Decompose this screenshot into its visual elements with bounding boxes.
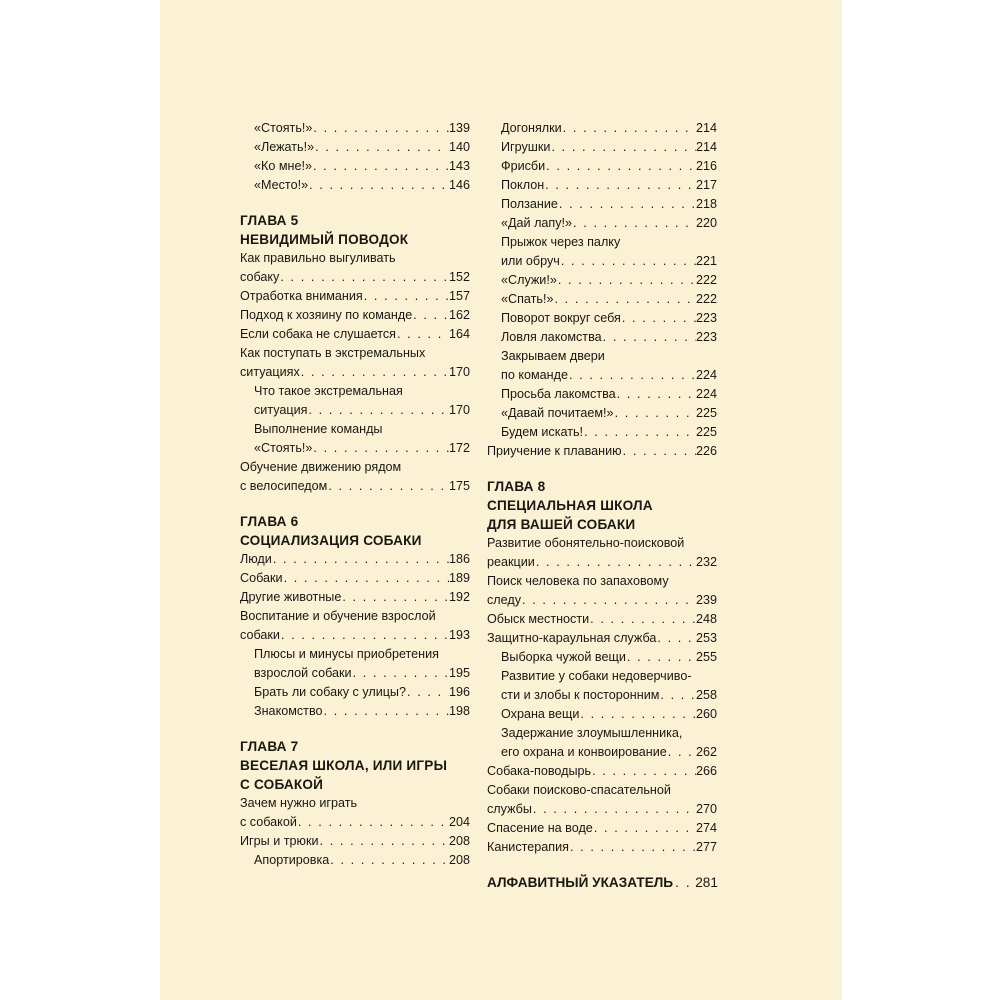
dot-leader [396, 325, 449, 344]
toc-entry: Поворот вокруг себя . . . 223 [487, 309, 717, 328]
toc-entry: Фрисби . . . 216 [487, 157, 717, 176]
toc-entry: ситуациях . . . 170 [240, 363, 470, 382]
chapter-label: ГЛАВА 8 [487, 479, 546, 494]
toc-entry: Игрушки . . . 214 [487, 138, 717, 157]
toc-left-column [240, 119, 470, 870]
dot-leader [553, 290, 696, 309]
dot-leader [308, 176, 449, 195]
toc-entry: или обруч . . . 221 [487, 252, 717, 271]
dot-leader [319, 832, 449, 851]
dot-leader [621, 309, 696, 328]
toc-entry: Собаки поисково-спасательной [487, 783, 671, 797]
page-number: 224 [695, 368, 717, 382]
toc-entry: Задержание злоумышленника, [501, 726, 683, 740]
dot-leader [659, 686, 696, 705]
page-number: 143 [448, 159, 470, 173]
toc-entry: Догонялки . . . 214 [487, 119, 717, 138]
page-number: 196 [448, 685, 470, 699]
page-number: 204 [448, 815, 470, 829]
page-number: 216 [695, 159, 717, 173]
toc-entry: Воспитание и обучение взрослой [240, 609, 436, 623]
dot-leader [667, 743, 696, 762]
toc-entry: Будем искать! . . . 225 [487, 423, 717, 442]
toc-entry: с велосипедом . . . 175 [240, 477, 470, 496]
toc-entry: «Служи!» . . . 222 [487, 271, 717, 290]
dot-leader: . . [675, 875, 692, 890]
chapter-title: СОЦИАЛИЗАЦИЯ СОБАКИ [240, 533, 422, 548]
dot-leader [656, 629, 696, 648]
dot-leader [616, 385, 696, 404]
dot-leader [557, 271, 696, 290]
toc-entry: Поиск человека по запаховому [487, 574, 669, 588]
dot-leader [341, 588, 449, 607]
toc-entry: Обыск местности . . . 248 [487, 610, 717, 629]
page-number: 225 [695, 425, 717, 439]
toc-right-column [487, 119, 717, 892]
toc-entry: «Место!» . . . 146 [240, 176, 470, 195]
dot-leader [327, 477, 449, 496]
toc-entry: Закрываем двери [501, 349, 605, 363]
page-number: 222 [695, 273, 717, 287]
dot-leader [312, 157, 449, 176]
page-number: 192 [448, 590, 470, 604]
index-title: АЛФАВИТНЫЙ УКАЗАТЕЛЬ [487, 875, 674, 890]
toc-entry: собаки . . . 193 [240, 626, 470, 645]
toc-entry: собаку . . . 152 [240, 268, 470, 287]
page-number: 175 [448, 479, 470, 493]
page-number: 164 [448, 327, 470, 341]
toc-entry: Поклон . . . 217 [487, 176, 717, 195]
dot-leader [591, 762, 696, 781]
page-number: 223 [695, 311, 717, 325]
toc-entry: Плюсы и минусы приобретения [254, 647, 439, 661]
page-number: 198 [448, 704, 470, 718]
toc-entry: Защитно-караульная служба . . . 253 [487, 629, 717, 648]
dot-leader [300, 363, 449, 382]
chapter-title: ВЕСЕЛАЯ ШКОЛА, ИЛИ ИГРЫ [240, 758, 448, 773]
chapter-label: ГЛАВА 7 [240, 739, 299, 754]
toc-entry: Как правильно выгуливать [240, 251, 396, 265]
toc-entry: Развитие у собаки недоверчиво- [501, 669, 692, 683]
page-number: 186 [448, 552, 470, 566]
page-number: 222 [695, 292, 717, 306]
page-number: 232 [695, 555, 717, 569]
toc-entry: Выборка чужой вещи . . . 255 [487, 648, 717, 667]
toc-entry: «Стоять!» . . . 172 [240, 439, 470, 458]
chapter-label: ГЛАВА 5 [240, 213, 299, 228]
dot-leader [297, 813, 449, 832]
chapter-title-continued: ДЛЯ ВАШЕЙ СОБАКИ [487, 517, 636, 532]
toc-entry: «Стоять!» . . . 139 [240, 119, 470, 138]
toc-entry: ситуация . . . 170 [240, 401, 470, 420]
toc-entry: Приучение к плаванию . . . 226 [487, 442, 717, 461]
toc-entry: Отработка внимания . . . 157 [240, 287, 470, 306]
dot-leader [280, 626, 449, 645]
dot-leader [568, 366, 696, 385]
dot-leader [572, 214, 696, 233]
page-number: 140 [448, 140, 470, 154]
page-number: 172 [448, 441, 470, 455]
toc-entry: «Давай почитаем!» . . . 225 [487, 404, 717, 423]
page-number: 139 [448, 121, 470, 135]
toc-entry: Выполнение команды [254, 422, 383, 436]
toc-entry: Знакомство . . . 198 [240, 702, 470, 721]
page-number: 208 [448, 834, 470, 848]
toc-entry: «Спать!» . . . 222 [487, 290, 717, 309]
toc-entry: Прыжок через палку [501, 235, 621, 249]
chapter-label: ГЛАВА 6 [240, 514, 299, 529]
dot-leader [272, 550, 449, 569]
page-number: 253 [695, 631, 717, 645]
page-number: 262 [695, 745, 717, 759]
page-number: 157 [448, 289, 470, 303]
toc-entry: Спасение на воде . . . 274 [487, 819, 717, 838]
toc-entry: Другие животные . . . 192 [240, 588, 470, 607]
toc-entry: Как поступать в экстремальных [240, 346, 426, 360]
toc-entry: реакции . . . 232 [487, 553, 717, 572]
page-number: 258 [695, 688, 717, 702]
toc-entry: Охрана вещи . . . 260 [487, 705, 717, 724]
dot-leader [579, 705, 696, 724]
dot-leader [535, 553, 696, 572]
page-number: 270 [695, 802, 717, 816]
toc-entry: Брать ли собаку с улицы? . . . 196 [240, 683, 470, 702]
toc-entry: Просьба лакомства . . . 224 [487, 385, 717, 404]
dot-leader [558, 195, 696, 214]
dot-leader [532, 800, 696, 819]
dot-leader [406, 683, 449, 702]
dot-leader [363, 287, 449, 306]
page-number: 255 [695, 650, 717, 664]
page-number: 277 [695, 840, 717, 854]
toc-entry: Ловля лакомства . . . 223 [487, 328, 717, 347]
dot-leader [279, 268, 449, 287]
toc-entry: Подход к хозяину по команде . . . 162 [240, 306, 470, 325]
dot-leader [622, 442, 696, 461]
page-number: 189 [448, 571, 470, 585]
page-number: 193 [448, 628, 470, 642]
toc-entry: по команде . . . 224 [487, 366, 717, 385]
page-number: 226 [695, 444, 717, 458]
dot-leader [323, 702, 449, 721]
dot-leader [307, 401, 449, 420]
page-number: 248 [695, 612, 717, 626]
dot-leader [412, 306, 449, 325]
alphabetical-index-entry [487, 873, 717, 892]
dot-leader [550, 138, 696, 157]
page-number: 281 [695, 875, 718, 890]
toc-entry: Собака-поводырь . . . 266 [487, 762, 717, 781]
toc-entry: Что такое экстремальная [254, 384, 403, 398]
toc-entry: Собаки . . . 189 [240, 569, 470, 588]
page-number: 260 [695, 707, 717, 721]
dot-leader [560, 252, 696, 271]
dot-leader [614, 404, 696, 423]
page-number: 195 [448, 666, 470, 680]
page-number: 208 [448, 853, 470, 867]
dot-leader [545, 157, 696, 176]
page-number: 152 [448, 270, 470, 284]
toc-entry: Апортировка . . . 208 [240, 851, 470, 870]
page-number: 162 [448, 308, 470, 322]
dot-leader [521, 591, 696, 610]
page-number: 170 [448, 365, 470, 379]
toc-entry: следу . . . 239 [487, 591, 717, 610]
page-number: 170 [448, 403, 470, 417]
toc-entry: Если собака не слушается . . . 164 [240, 325, 470, 344]
dot-leader [583, 423, 696, 442]
chapter-title: СПЕЦИАЛЬНАЯ ШКОЛА [487, 498, 653, 513]
page-number: 239 [695, 593, 717, 607]
page-number: 225 [695, 406, 717, 420]
toc-entry: Люди . . . 186 [240, 550, 470, 569]
toc-entry: его охрана и конвоирование . . . 262 [487, 743, 717, 762]
toc-entry: сти и злобы к посторонним . . . 258 [487, 686, 717, 705]
dot-leader [283, 569, 449, 588]
dot-leader [589, 610, 696, 629]
page-number: 217 [695, 178, 717, 192]
toc-entry: взрослой собаки . . . 195 [240, 664, 470, 683]
dot-leader [352, 664, 449, 683]
toc-entry: «Ко мне!» . . . 143 [240, 157, 470, 176]
page-number: 220 [695, 216, 717, 230]
toc-entry: Игры и трюки . . . 208 [240, 832, 470, 851]
toc-entry: с собакой . . . 204 [240, 813, 470, 832]
dot-leader [314, 138, 449, 157]
page-number: 274 [695, 821, 717, 835]
dot-leader [312, 119, 449, 138]
toc-entry: «Лежать!» . . . 140 [240, 138, 470, 157]
book-page [160, 0, 842, 1000]
toc-entry: «Дай лапу!» . . . 220 [487, 214, 717, 233]
dot-leader [602, 328, 696, 347]
dot-leader [544, 176, 696, 195]
toc-entry: Зачем нужно играть [240, 796, 358, 810]
page-number: 214 [695, 121, 717, 135]
chapter-title: НЕВИДИМЫЙ ПОВОДОК [240, 232, 409, 247]
page-number: 218 [695, 197, 717, 211]
page-number: 223 [695, 330, 717, 344]
chapter-title-continued: С СОБАКОЙ [240, 777, 324, 792]
page-number: 146 [448, 178, 470, 192]
dot-leader [329, 851, 449, 870]
toc-entry: Обучение движению рядом [240, 460, 402, 474]
page-number: 214 [695, 140, 717, 154]
dot-leader [312, 439, 449, 458]
page-number: 266 [695, 764, 717, 778]
dot-leader [626, 648, 696, 667]
toc-entry: Канистерапия . . . 277 [487, 838, 717, 857]
toc-entry: службы . . . 270 [487, 800, 717, 819]
dot-leader [569, 838, 696, 857]
toc-entry: Ползание . . . 218 [487, 195, 717, 214]
dot-leader [593, 819, 696, 838]
page-number: 224 [695, 387, 717, 401]
page-number: 221 [695, 254, 717, 268]
dot-leader [562, 119, 696, 138]
toc-entry: Развитие обонятельно-поисковой [487, 536, 685, 550]
